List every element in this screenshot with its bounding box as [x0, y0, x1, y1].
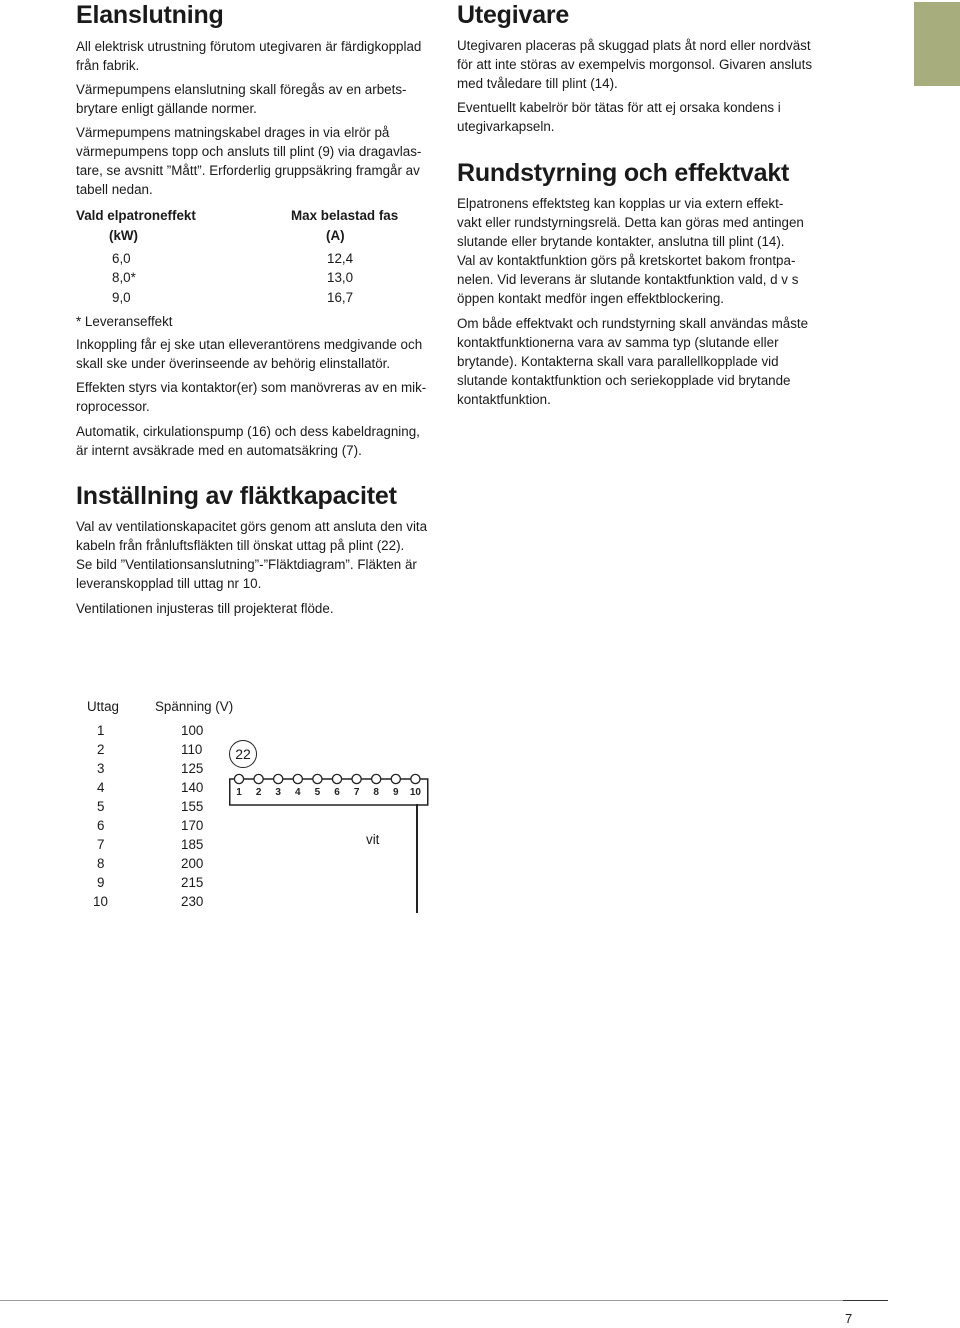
terminal-number: 10	[409, 787, 421, 798]
terminal-number: 1	[236, 787, 242, 798]
text-line: Val av ventilationskapacitet görs genom att ansluta den vita	[76, 519, 428, 534]
terminal-number: 3	[275, 787, 281, 798]
text-line: Elpatronens effektsteg kan kopplas ur via extern effekt-	[457, 196, 784, 211]
terminal-number: 9	[393, 787, 399, 798]
paragraph	[457, 98, 781, 136]
voltage-table-cell-uttag: 8	[97, 856, 105, 871]
paragraph	[76, 599, 334, 618]
paragraph	[76, 517, 427, 593]
paragraph	[76, 80, 406, 118]
text-line: tare, se avsnitt ”Mått”. Erforderlig gruppsäkring framgår av	[76, 163, 420, 178]
fuse-table-cell-kw: 9,0	[112, 290, 131, 305]
terminal-hole	[313, 774, 322, 783]
terminal-number: 5	[314, 787, 321, 798]
terminal-hole	[352, 774, 361, 783]
fuse-table-cell-kw: 8,0*	[112, 270, 136, 285]
paragraph	[76, 378, 426, 416]
text-line: slutande kontaktfunktion och seriekopplade vid brytande	[457, 373, 791, 388]
fuse-table-header-a: Max belastad fas	[291, 208, 399, 223]
terminal-hole	[254, 774, 263, 783]
plint-22-badge	[229, 740, 257, 768]
heading-rundstyrning: Rundstyrning och effektvakt	[457, 159, 790, 187]
text-line: med tvåledare till plint (14).	[457, 76, 618, 91]
text-line: för att inte störas av exempelvis morgonsol. Givaren ansluts	[457, 57, 813, 72]
voltage-table-cell-v: 155	[181, 799, 204, 814]
page-number: 7	[845, 1311, 853, 1326]
terminal-hole	[411, 774, 420, 783]
text-line: brytare enligt gällande normer.	[76, 101, 257, 116]
text-line: Ventilationen injusteras till projekterat flöde.	[76, 601, 334, 616]
text-line: nelen. Vid leverans är slutande kontaktfunktion vald, d v s	[457, 272, 799, 287]
voltage-table-cell-v: 110	[181, 742, 203, 757]
terminal-hole	[391, 774, 400, 783]
text-line: kabeln från frånluftsfläkten till önskat uttag på plint (22).	[76, 538, 405, 553]
voltage-table-cell-uttag: 2	[97, 742, 105, 757]
text-line: Inkoppling får ej ske utan elleverantörens medgivande och	[76, 337, 423, 352]
text-line: är internt avsäkrade med en automatsäkring (7).	[76, 443, 362, 458]
voltage-table-cell-uttag: 10	[93, 894, 108, 909]
terminal-number: 8	[373, 787, 379, 798]
voltage-table-header-uttag: Uttag	[87, 699, 120, 714]
voltage-table-cell-v: 100	[181, 723, 204, 738]
text-line: roprocessor.	[76, 399, 150, 414]
terminal-number: 4	[295, 787, 301, 798]
terminal-hole	[274, 774, 283, 783]
footer-rule	[0, 1300, 843, 1301]
terminal-hole	[234, 774, 243, 783]
text-line: Se bild ”Ventilationsanslutning”-”Fläktdiagram”. Fläkten är	[76, 557, 417, 572]
text-line: tabell nedan.	[76, 182, 153, 197]
voltage-table-cell-v: 215	[181, 875, 204, 890]
white-wire	[416, 804, 418, 913]
text-line: All elektrisk utrustning förutom utegivaren är färdigkopplad	[76, 39, 422, 54]
heading-elanslutning: Elanslutning	[76, 1, 224, 29]
terminal-hole	[332, 774, 341, 783]
text-line: från fabrik.	[76, 58, 140, 73]
fuse-table-cell-a: 13,0	[327, 270, 354, 285]
text-line: slutande eller brytande kontakter, anslutna till plint (14).	[457, 234, 785, 249]
voltage-table-cell-uttag: 9	[97, 875, 105, 890]
paragraph	[457, 194, 804, 308]
text-line: Värmepumpens elanslutning skall föregås av en arbets-	[76, 82, 407, 97]
voltage-table-cell-v: 185	[181, 837, 204, 852]
text-line: Effekten styrs via kontaktor(er) som manövreras av en mik-	[76, 380, 427, 395]
text-line: Automatik, cirkulationspump (16) och dess kabeldragning,	[76, 424, 420, 439]
terminal-block	[229, 772, 429, 808]
voltage-table-header-spanning: Spänning (V)	[155, 699, 234, 714]
text-line: Utegivaren placeras på skuggad plats åt nord eller nordväst	[457, 38, 811, 53]
fuse-table-cell-a: 16,7	[327, 290, 354, 305]
voltage-table-cell-uttag: 3	[97, 761, 105, 776]
wire-label-vit: vit	[366, 832, 380, 847]
text-line: Eventuellt kabelrör bör tätas för att ej orsaka kondens i	[457, 100, 781, 115]
fuse-table-footnote: * Leveranseffekt	[76, 314, 173, 329]
footer-rule-accent	[843, 1300, 888, 1301]
paragraph	[457, 36, 812, 93]
text-line: brytande). Kontakterna skall vara parallellkopplade vid	[457, 354, 779, 369]
terminal-hole	[293, 774, 302, 783]
terminal-number: 2	[255, 787, 262, 798]
text-line: utegivarkapseln.	[457, 119, 555, 134]
text-line: leveranskopplad till uttag nr 10.	[76, 576, 262, 591]
paragraph	[76, 335, 422, 373]
fuse-table-cell-a: 12,4	[327, 251, 354, 266]
voltage-table-cell-v: 200	[181, 856, 204, 871]
voltage-table-cell-v: 140	[181, 780, 204, 795]
voltage-table-cell-uttag: 7	[97, 837, 105, 852]
text-line: Val av kontaktfunktion görs på kretskortet bakom frontpa-	[457, 253, 796, 268]
terminal-number: 6	[334, 787, 340, 798]
paragraph	[76, 123, 421, 199]
fuse-table-header-kw: Vald elpatroneffekt	[76, 208, 196, 223]
fuse-table-unit-kw: (kW)	[109, 228, 139, 243]
paragraph	[76, 37, 421, 75]
fuse-table-unit-a: (A)	[326, 228, 345, 243]
heading-flaktkapacitet: Inställning av fläktkapacitet	[76, 482, 397, 510]
text-line: kontaktfunktion.	[457, 392, 551, 407]
text-line: Om både effektvakt och rundstyrning skall användas måste	[457, 316, 809, 331]
paragraph	[76, 422, 420, 460]
section-tab	[914, 2, 960, 86]
text-line: öppen kontakt medför ingen effektblockering.	[457, 291, 724, 306]
voltage-table-cell-uttag: 6	[97, 818, 105, 833]
voltage-table-cell-v: 230	[181, 894, 204, 909]
heading-utegivare: Utegivare	[457, 1, 570, 29]
voltage-table-cell-uttag: 5	[97, 799, 105, 814]
voltage-table-cell-v: 170	[181, 818, 204, 833]
terminal-hole	[372, 774, 381, 783]
plint-22-label: 22	[235, 746, 251, 762]
fuse-table-cell-kw: 6,0	[112, 251, 131, 266]
voltage-table-cell-uttag: 1	[97, 723, 105, 738]
text-line: värmepumpens topp och ansluts till plint (9) via dragavlas-	[76, 144, 422, 159]
text-line: kontaktfunktionerna vara av samma typ (slutande eller	[457, 335, 779, 350]
terminal-number: 7	[353, 787, 360, 798]
paragraph	[457, 314, 808, 409]
voltage-table-cell-v: 125	[181, 761, 204, 776]
voltage-table-cell-uttag: 4	[97, 780, 105, 795]
text-line: Värmepumpens matningskabel drages in via elrör på	[76, 125, 390, 140]
text-line: vakt eller rundstyrningsrelä. Detta kan göras med antingen	[457, 215, 804, 230]
text-line: skall ske under överinseende av behörig elinstallatör.	[76, 356, 391, 371]
